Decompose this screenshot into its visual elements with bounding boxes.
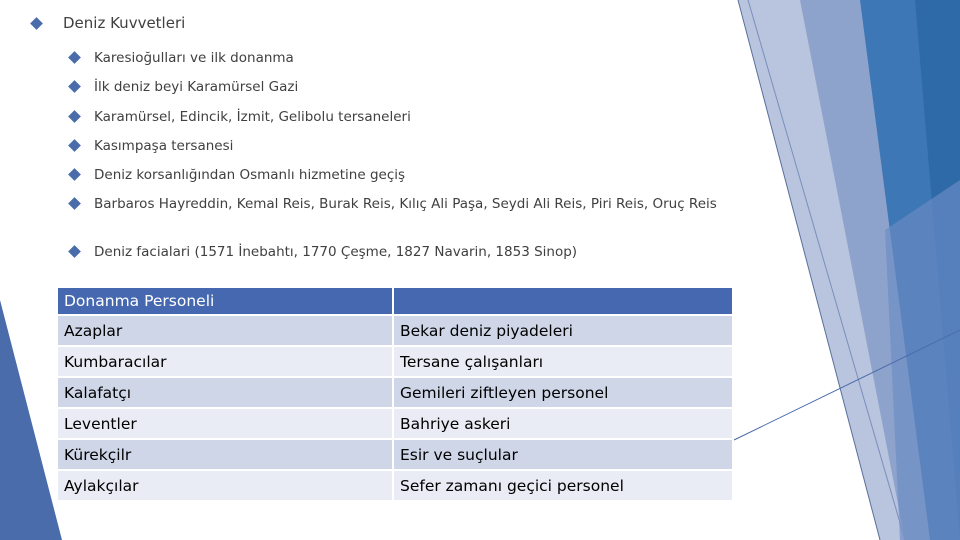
table-cell-description: Sefer zamanı geçici personel xyxy=(393,470,733,501)
table-cell-role: Leventler xyxy=(57,408,393,439)
main-bullet-text: Deniz Kuvvetleri xyxy=(63,14,186,32)
diamond-bullet-icon xyxy=(68,110,81,123)
sub-bullet xyxy=(68,195,728,213)
table-header-cell xyxy=(393,287,733,315)
table-cell-role: Aylakçılar xyxy=(57,470,393,501)
sub-bullet xyxy=(68,78,728,96)
table-cell-description: Gemileri ziftleyen personel xyxy=(393,377,733,408)
sub-bullet-text: İlk deniz beyi Karamürsel Gazi xyxy=(94,79,299,95)
personnel-table xyxy=(56,286,734,502)
left-corner-triangle xyxy=(0,300,62,540)
table-cell-description: Bahriye askeri xyxy=(393,408,733,439)
sub-bullet-text: Deniz korsanlığından Osmanlı hizmetine geçiş xyxy=(94,167,406,183)
table-row xyxy=(57,408,733,439)
table-header-cell: Donanma Personeli xyxy=(57,287,393,315)
table-cell-role: Kumbaracılar xyxy=(57,346,393,377)
table-row xyxy=(57,377,733,408)
table-row xyxy=(57,346,733,377)
sub-bullet xyxy=(68,137,728,155)
table-row xyxy=(57,439,733,470)
sub-bullet xyxy=(68,243,728,261)
main-bullet xyxy=(30,14,185,32)
table-cell-role: Kalafatçı xyxy=(57,377,393,408)
sub-bullet-text: Barbaros Hayreddin, Kemal Reis, Burak Reis, Kılıç Ali Paşa, Seydi Ali Reis, Piri Reis, Oruç Reis xyxy=(94,196,717,212)
sub-bullet-text: Karesioğulları ve ilk donanma xyxy=(94,50,294,66)
sub-bullet xyxy=(68,49,728,67)
table-cell-description: Tersane çalışanları xyxy=(393,346,733,377)
diamond-bullet-icon xyxy=(68,51,81,64)
table-cell-role: Kürekçilr xyxy=(57,439,393,470)
diamond-bullet-icon xyxy=(68,245,81,258)
diamond-bullet-icon xyxy=(30,17,43,30)
sub-bullet xyxy=(68,108,728,126)
table-row xyxy=(57,315,733,346)
table-cell-description: Bekar deniz piyadeleri xyxy=(393,315,733,346)
diamond-bullet-icon xyxy=(68,168,81,181)
table-header-row xyxy=(57,287,733,315)
table-cell-role: Azaplar xyxy=(57,315,393,346)
table-row xyxy=(57,470,733,501)
sub-bullet xyxy=(68,166,728,184)
table-cell-description: Esir ve suçlular xyxy=(393,439,733,470)
diamond-bullet-icon xyxy=(68,139,81,152)
sub-bullet-text: Kasımpaşa tersanesi xyxy=(94,138,234,154)
diamond-bullet-icon xyxy=(68,197,81,210)
diamond-bullet-icon xyxy=(68,80,81,93)
sub-bullet-text: Deniz facialari (1571 İnebahtı, 1770 Çeşme, 1827 Navarin, 1853 Sinop) xyxy=(94,244,578,260)
sub-bullet-text: Karamürsel, Edincik, İzmit, Gelibolu tersaneleri xyxy=(94,109,411,125)
